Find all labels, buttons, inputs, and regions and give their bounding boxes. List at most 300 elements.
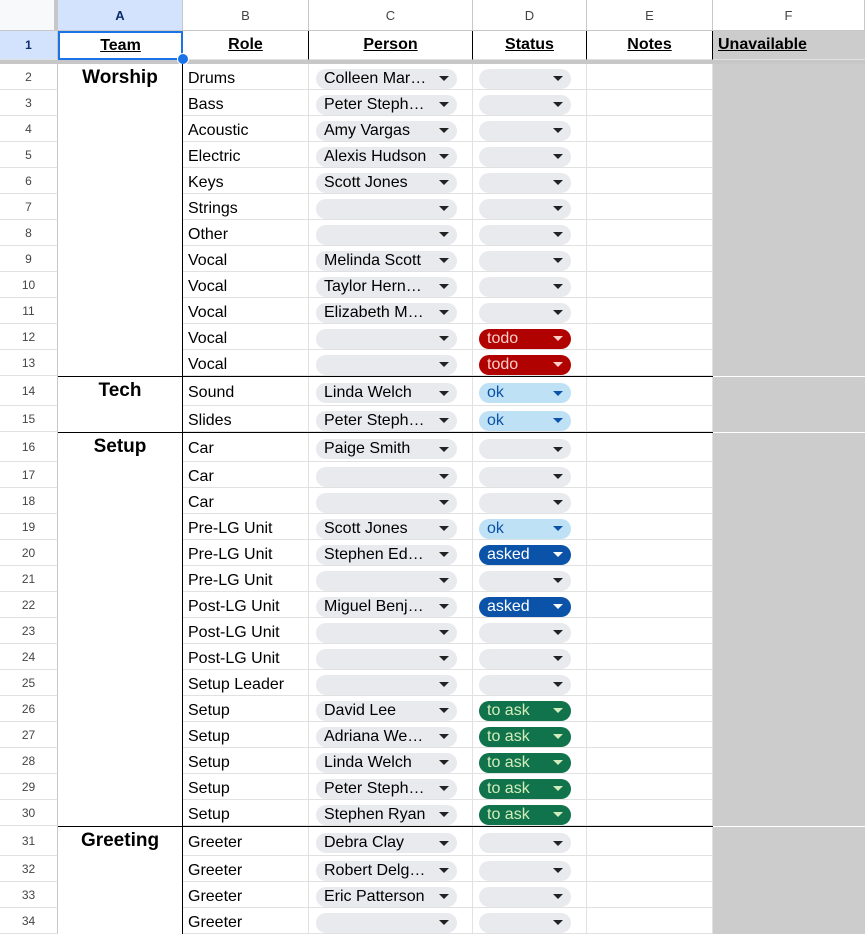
status-cell[interactable] — [473, 800, 587, 826]
header-team[interactable]: Team — [58, 31, 183, 60]
person-cell[interactable] — [309, 882, 473, 908]
role-cell[interactable]: Vocal — [183, 350, 309, 376]
notes-cell[interactable] — [587, 406, 713, 432]
status-cell[interactable] — [473, 514, 587, 540]
team-cell[interactable] — [58, 827, 183, 856]
status-dropdown[interactable] — [479, 199, 571, 219]
row-header[interactable]: 32 — [0, 856, 58, 882]
row-header[interactable]: 16 — [0, 432, 58, 462]
status-cell[interactable] — [473, 748, 587, 774]
notes-cell[interactable] — [587, 90, 713, 116]
person-dropdown[interactable] — [316, 753, 457, 773]
notes-cell[interactable] — [587, 908, 713, 934]
status-cell[interactable] — [473, 670, 587, 696]
status-dropdown[interactable] — [479, 649, 571, 669]
notes-cell[interactable] — [587, 377, 713, 406]
person-cell[interactable] — [309, 748, 473, 774]
unavailable-cell[interactable] — [713, 748, 865, 774]
person-cell[interactable] — [309, 116, 473, 142]
row-header[interactable]: 10 — [0, 272, 58, 298]
unavailable-cell[interactable] — [713, 856, 865, 882]
role-cell[interactable]: Post-LG Unit — [183, 618, 309, 644]
person-cell[interactable] — [309, 433, 473, 462]
status-cell[interactable] — [473, 433, 587, 462]
notes-cell[interactable] — [587, 540, 713, 566]
team-cell[interactable] — [58, 406, 183, 432]
role-cell[interactable]: Pre-LG Unit — [183, 514, 309, 540]
person-cell[interactable] — [309, 644, 473, 670]
role-cell[interactable]: Setup — [183, 774, 309, 800]
status-cell[interactable] — [473, 618, 587, 644]
team-cell[interactable] — [58, 194, 183, 220]
role-cell[interactable]: Keys — [183, 168, 309, 194]
team-cell[interactable] — [58, 696, 183, 722]
person-cell[interactable] — [309, 64, 473, 90]
row-header[interactable]: 3 — [0, 90, 58, 116]
team-cell[interactable] — [58, 800, 183, 826]
status-cell[interactable] — [473, 462, 587, 488]
row-header[interactable]: 26 — [0, 696, 58, 722]
team-cell[interactable] — [58, 540, 183, 566]
role-cell[interactable]: Drums — [183, 64, 309, 90]
row-header[interactable]: 4 — [0, 116, 58, 142]
unavailable-cell[interactable] — [713, 64, 865, 90]
notes-cell[interactable] — [587, 514, 713, 540]
unavailable-cell[interactable] — [713, 90, 865, 116]
header-person[interactable]: Person — [309, 31, 473, 60]
team-cell[interactable] — [58, 618, 183, 644]
status-cell[interactable] — [473, 540, 587, 566]
person-cell[interactable] — [309, 774, 473, 800]
person-dropdown[interactable] — [316, 649, 457, 669]
person-dropdown[interactable] — [316, 225, 457, 245]
person-cell[interactable] — [309, 908, 473, 934]
role-cell[interactable]: Greeter — [183, 827, 309, 856]
status-cell[interactable] — [473, 592, 587, 618]
person-dropdown[interactable] — [316, 597, 457, 617]
role-cell[interactable]: Setup — [183, 696, 309, 722]
column-header-f[interactable]: F — [713, 0, 865, 31]
team-cell[interactable] — [58, 644, 183, 670]
role-cell[interactable]: Strings — [183, 194, 309, 220]
notes-cell[interactable] — [587, 324, 713, 350]
person-cell[interactable] — [309, 670, 473, 696]
team-cell[interactable] — [58, 774, 183, 800]
person-dropdown[interactable] — [316, 173, 457, 193]
role-cell[interactable]: Vocal — [183, 272, 309, 298]
notes-cell[interactable] — [587, 774, 713, 800]
status-cell[interactable] — [473, 644, 587, 670]
unavailable-cell[interactable] — [713, 377, 865, 406]
header-role[interactable]: Role — [183, 31, 309, 60]
notes-cell[interactable] — [587, 433, 713, 462]
status-dropdown[interactable] — [479, 251, 571, 271]
person-dropdown[interactable] — [316, 887, 457, 907]
person-dropdown[interactable] — [316, 355, 457, 375]
status-cell[interactable] — [473, 856, 587, 882]
status-dropdown[interactable] — [479, 913, 571, 933]
unavailable-cell[interactable] — [713, 670, 865, 696]
team-cell[interactable] — [58, 64, 183, 90]
status-dropdown[interactable] — [479, 887, 571, 907]
notes-cell[interactable] — [587, 618, 713, 644]
status-cell[interactable] — [473, 722, 587, 748]
status-dropdown[interactable] — [479, 833, 571, 853]
unavailable-cell[interactable] — [713, 298, 865, 324]
role-cell[interactable]: Pre-LG Unit — [183, 540, 309, 566]
header-status[interactable]: Status — [473, 31, 587, 60]
person-dropdown[interactable] — [316, 519, 457, 539]
team-cell[interactable] — [58, 856, 183, 882]
unavailable-cell[interactable] — [713, 324, 865, 350]
row-header[interactable]: 25 — [0, 670, 58, 696]
person-dropdown[interactable] — [316, 913, 457, 933]
status-cell[interactable] — [473, 64, 587, 90]
notes-cell[interactable] — [587, 827, 713, 856]
row-header[interactable]: 17 — [0, 462, 58, 488]
role-cell[interactable]: Electric — [183, 142, 309, 168]
person-cell[interactable] — [309, 800, 473, 826]
row-header[interactable]: 8 — [0, 220, 58, 246]
role-cell[interactable]: Greeter — [183, 856, 309, 882]
status-cell[interactable] — [473, 882, 587, 908]
role-cell[interactable]: Post-LG Unit — [183, 644, 309, 670]
person-cell[interactable] — [309, 592, 473, 618]
person-dropdown[interactable] — [316, 121, 457, 141]
status-dropdown[interactable] — [479, 805, 571, 825]
status-dropdown[interactable] — [479, 701, 571, 721]
status-cell[interactable] — [473, 350, 587, 376]
notes-cell[interactable] — [587, 168, 713, 194]
status-dropdown[interactable] — [479, 623, 571, 643]
status-dropdown[interactable] — [479, 571, 571, 591]
person-dropdown[interactable] — [316, 439, 457, 459]
person-dropdown[interactable] — [316, 623, 457, 643]
role-cell[interactable]: Setup Leader — [183, 670, 309, 696]
notes-cell[interactable] — [587, 566, 713, 592]
team-cell[interactable] — [58, 566, 183, 592]
row-header[interactable]: 20 — [0, 540, 58, 566]
row-header[interactable]: 29 — [0, 774, 58, 800]
team-cell[interactable] — [58, 220, 183, 246]
notes-cell[interactable] — [587, 748, 713, 774]
status-cell[interactable] — [473, 696, 587, 722]
person-cell[interactable] — [309, 566, 473, 592]
person-dropdown[interactable] — [316, 411, 457, 431]
row-header[interactable]: 19 — [0, 514, 58, 540]
person-dropdown[interactable] — [316, 329, 457, 349]
row-header[interactable]: 14 — [0, 376, 58, 406]
person-cell[interactable] — [309, 618, 473, 644]
notes-cell[interactable] — [587, 194, 713, 220]
status-dropdown[interactable] — [479, 173, 571, 193]
role-cell[interactable]: Car — [183, 462, 309, 488]
unavailable-cell[interactable] — [713, 406, 865, 432]
unavailable-cell[interactable] — [713, 272, 865, 298]
status-dropdown[interactable] — [479, 439, 571, 459]
person-dropdown[interactable] — [316, 779, 457, 799]
notes-cell[interactable] — [587, 696, 713, 722]
status-cell[interactable] — [473, 194, 587, 220]
status-dropdown[interactable] — [479, 383, 571, 403]
team-cell[interactable] — [58, 748, 183, 774]
status-dropdown[interactable] — [479, 493, 571, 513]
person-cell[interactable] — [309, 856, 473, 882]
unavailable-cell[interactable] — [713, 168, 865, 194]
team-cell[interactable] — [58, 488, 183, 514]
notes-cell[interactable] — [587, 116, 713, 142]
status-dropdown[interactable] — [479, 597, 571, 617]
notes-cell[interactable] — [587, 882, 713, 908]
status-dropdown[interactable] — [479, 277, 571, 297]
row-header[interactable]: 18 — [0, 488, 58, 514]
person-cell[interactable] — [309, 406, 473, 432]
status-dropdown[interactable] — [479, 69, 571, 89]
person-cell[interactable] — [309, 298, 473, 324]
person-dropdown[interactable] — [316, 303, 457, 323]
team-cell[interactable] — [58, 168, 183, 194]
row-header[interactable]: 27 — [0, 722, 58, 748]
role-cell[interactable]: Car — [183, 488, 309, 514]
status-cell[interactable] — [473, 272, 587, 298]
person-cell[interactable] — [309, 246, 473, 272]
person-dropdown[interactable] — [316, 675, 457, 695]
person-cell[interactable] — [309, 272, 473, 298]
team-cell[interactable] — [58, 116, 183, 142]
notes-cell[interactable] — [587, 298, 713, 324]
person-cell[interactable] — [309, 722, 473, 748]
unavailable-cell[interactable] — [713, 800, 865, 826]
notes-cell[interactable] — [587, 142, 713, 168]
notes-cell[interactable] — [587, 488, 713, 514]
notes-cell[interactable] — [587, 592, 713, 618]
person-dropdown[interactable] — [316, 199, 457, 219]
status-dropdown[interactable] — [479, 225, 571, 245]
status-cell[interactable] — [473, 774, 587, 800]
person-dropdown[interactable] — [316, 701, 457, 721]
team-cell[interactable] — [58, 298, 183, 324]
status-dropdown[interactable] — [479, 467, 571, 487]
team-cell[interactable] — [58, 592, 183, 618]
role-cell[interactable]: Post-LG Unit — [183, 592, 309, 618]
unavailable-cell[interactable] — [713, 220, 865, 246]
role-cell[interactable]: Greeter — [183, 882, 309, 908]
row-header[interactable]: 9 — [0, 246, 58, 272]
person-cell[interactable] — [309, 514, 473, 540]
unavailable-cell[interactable] — [713, 142, 865, 168]
team-cell[interactable] — [58, 514, 183, 540]
status-dropdown[interactable] — [479, 545, 571, 565]
row-header[interactable]: 13 — [0, 350, 58, 376]
unavailable-cell[interactable] — [713, 194, 865, 220]
header-notes[interactable]: Notes — [587, 31, 713, 60]
team-cell[interactable] — [58, 908, 183, 934]
row-header[interactable]: 33 — [0, 882, 58, 908]
person-cell[interactable] — [309, 488, 473, 514]
role-cell[interactable]: Setup — [183, 748, 309, 774]
role-cell[interactable]: Pre-LG Unit — [183, 566, 309, 592]
status-cell[interactable] — [473, 246, 587, 272]
row-header[interactable]: 6 — [0, 168, 58, 194]
notes-cell[interactable] — [587, 722, 713, 748]
notes-cell[interactable] — [587, 670, 713, 696]
notes-cell[interactable] — [587, 272, 713, 298]
status-dropdown[interactable] — [479, 411, 571, 431]
person-cell[interactable] — [309, 142, 473, 168]
notes-cell[interactable] — [587, 462, 713, 488]
person-cell[interactable] — [309, 540, 473, 566]
person-cell[interactable] — [309, 324, 473, 350]
notes-cell[interactable] — [587, 350, 713, 376]
role-cell[interactable]: Greeter — [183, 908, 309, 934]
row-header[interactable]: 7 — [0, 194, 58, 220]
status-cell[interactable] — [473, 90, 587, 116]
person-dropdown[interactable] — [316, 805, 457, 825]
unavailable-cell[interactable] — [713, 246, 865, 272]
role-cell[interactable]: Vocal — [183, 298, 309, 324]
unavailable-cell[interactable] — [713, 774, 865, 800]
role-cell[interactable]: Car — [183, 433, 309, 462]
role-cell[interactable]: Setup — [183, 722, 309, 748]
row-header[interactable]: 31 — [0, 826, 58, 856]
unavailable-cell[interactable] — [713, 696, 865, 722]
header-unavailable[interactable]: Unavailable — [713, 31, 865, 60]
row-header[interactable]: 21 — [0, 566, 58, 592]
team-cell[interactable] — [58, 246, 183, 272]
unavailable-cell[interactable] — [713, 882, 865, 908]
unavailable-cell[interactable] — [713, 566, 865, 592]
status-dropdown[interactable] — [479, 779, 571, 799]
person-dropdown[interactable] — [316, 833, 457, 853]
status-dropdown[interactable] — [479, 727, 571, 747]
row-header-1[interactable]: 1 — [0, 31, 58, 60]
person-dropdown[interactable] — [316, 861, 457, 881]
team-cell[interactable] — [58, 350, 183, 376]
status-cell[interactable] — [473, 377, 587, 406]
column-header-d[interactable]: D — [473, 0, 587, 31]
unavailable-cell[interactable] — [713, 462, 865, 488]
status-cell[interactable] — [473, 908, 587, 934]
unavailable-cell[interactable] — [713, 908, 865, 934]
column-header-e[interactable]: E — [587, 0, 713, 31]
role-cell[interactable]: Vocal — [183, 324, 309, 350]
unavailable-cell[interactable] — [713, 488, 865, 514]
status-cell[interactable] — [473, 142, 587, 168]
role-cell[interactable]: Acoustic — [183, 116, 309, 142]
column-header-b[interactable]: B — [183, 0, 309, 31]
unavailable-cell[interactable] — [713, 116, 865, 142]
team-cell[interactable] — [58, 433, 183, 462]
role-cell[interactable]: Slides — [183, 406, 309, 432]
person-cell[interactable] — [309, 168, 473, 194]
role-cell[interactable]: Bass — [183, 90, 309, 116]
unavailable-cell[interactable] — [713, 592, 865, 618]
status-dropdown[interactable] — [479, 95, 571, 115]
status-cell[interactable] — [473, 220, 587, 246]
team-cell[interactable] — [58, 142, 183, 168]
team-cell[interactable] — [58, 377, 183, 406]
status-dropdown[interactable] — [479, 753, 571, 773]
status-dropdown[interactable] — [479, 519, 571, 539]
status-cell[interactable] — [473, 168, 587, 194]
unavailable-cell[interactable] — [713, 644, 865, 670]
person-dropdown[interactable] — [316, 493, 457, 513]
person-dropdown[interactable] — [316, 69, 457, 89]
person-dropdown[interactable] — [316, 251, 457, 271]
person-cell[interactable] — [309, 827, 473, 856]
team-cell[interactable] — [58, 272, 183, 298]
notes-cell[interactable] — [587, 246, 713, 272]
role-cell[interactable]: Vocal — [183, 246, 309, 272]
notes-cell[interactable] — [587, 64, 713, 90]
team-cell[interactable] — [58, 324, 183, 350]
team-cell[interactable] — [58, 722, 183, 748]
person-dropdown[interactable] — [316, 277, 457, 297]
person-dropdown[interactable] — [316, 545, 457, 565]
status-cell[interactable] — [473, 116, 587, 142]
row-header[interactable]: 12 — [0, 324, 58, 350]
status-dropdown[interactable] — [479, 147, 571, 167]
person-cell[interactable] — [309, 462, 473, 488]
person-cell[interactable] — [309, 696, 473, 722]
team-cell[interactable] — [58, 90, 183, 116]
unavailable-cell[interactable] — [713, 827, 865, 856]
status-dropdown[interactable] — [479, 861, 571, 881]
team-cell[interactable] — [58, 462, 183, 488]
unavailable-cell[interactable] — [713, 433, 865, 462]
status-dropdown[interactable] — [479, 121, 571, 141]
row-header[interactable]: 22 — [0, 592, 58, 618]
unavailable-cell[interactable] — [713, 350, 865, 376]
row-header[interactable]: 11 — [0, 298, 58, 324]
person-cell[interactable] — [309, 220, 473, 246]
row-header[interactable]: 28 — [0, 748, 58, 774]
status-dropdown[interactable] — [479, 675, 571, 695]
status-cell[interactable] — [473, 827, 587, 856]
role-cell[interactable]: Setup — [183, 800, 309, 826]
unavailable-cell[interactable] — [713, 514, 865, 540]
row-header[interactable]: 5 — [0, 142, 58, 168]
person-cell[interactable] — [309, 90, 473, 116]
row-header[interactable]: 24 — [0, 644, 58, 670]
person-dropdown[interactable] — [316, 467, 457, 487]
person-dropdown[interactable] — [316, 147, 457, 167]
column-header-c[interactable]: C — [309, 0, 473, 31]
unavailable-cell[interactable] — [713, 722, 865, 748]
notes-cell[interactable] — [587, 220, 713, 246]
role-cell[interactable]: Other — [183, 220, 309, 246]
row-header[interactable]: 34 — [0, 908, 58, 934]
team-cell[interactable] — [58, 670, 183, 696]
row-header[interactable]: 15 — [0, 406, 58, 432]
row-header[interactable]: 2 — [0, 64, 58, 90]
person-dropdown[interactable] — [316, 383, 457, 403]
column-header-a[interactable]: A — [58, 0, 183, 31]
status-dropdown[interactable] — [479, 355, 571, 375]
person-cell[interactable] — [309, 194, 473, 220]
person-cell[interactable] — [309, 350, 473, 376]
person-cell[interactable] — [309, 377, 473, 406]
status-cell[interactable] — [473, 566, 587, 592]
row-header[interactable]: 23 — [0, 618, 58, 644]
person-dropdown[interactable] — [316, 571, 457, 591]
notes-cell[interactable] — [587, 856, 713, 882]
status-cell[interactable] — [473, 488, 587, 514]
status-cell[interactable] — [473, 298, 587, 324]
unavailable-cell[interactable] — [713, 618, 865, 644]
person-dropdown[interactable] — [316, 95, 457, 115]
status-dropdown[interactable] — [479, 303, 571, 323]
